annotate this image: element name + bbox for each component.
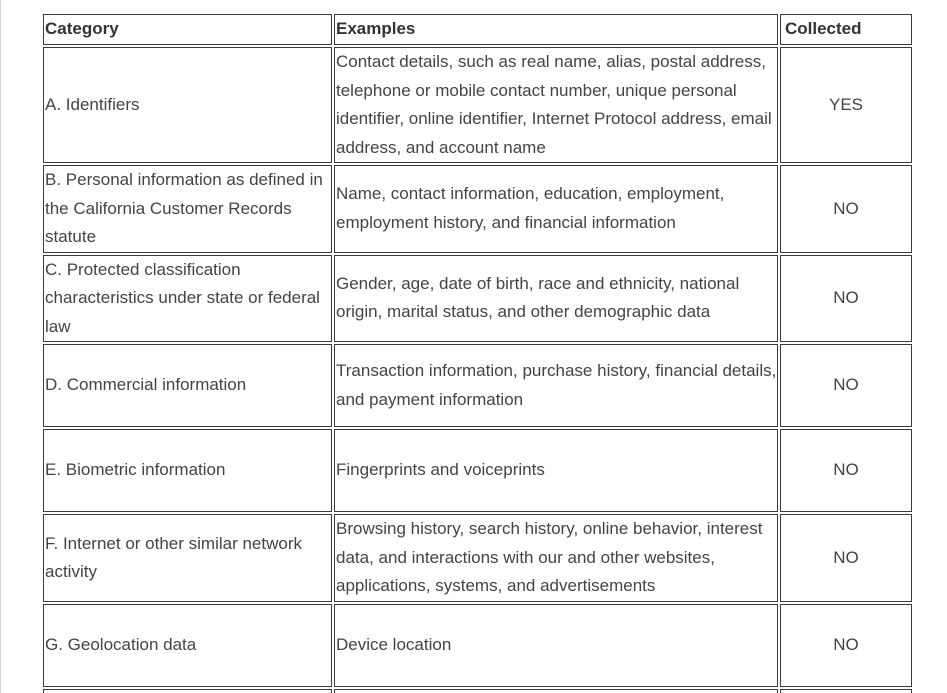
examples-cell: Browsing history, search history, online behavior, interest data, and interactions with our and other websites, applications, systems, and advertisements: [334, 514, 778, 602]
examples-cell: [334, 689, 778, 693]
category-cell: E. Biometric information: [43, 429, 332, 512]
table-row: [43, 255, 912, 343]
collected-cell: NO: [780, 255, 912, 343]
examples-cell: Contact details, such as real name, alias, postal address, telephone or mobile contact number, unique personal identifier, online identifier, Internet Protocol address, email address, and account name: [334, 47, 778, 163]
examples-cell: Gender, age, date of birth, race and ethnicity, national origin, marital status, and other demographic data: [334, 255, 778, 343]
collected-cell: NO: [780, 165, 912, 253]
category-cell: A. Identifiers: [43, 47, 332, 163]
header-examples: Examples: [334, 14, 778, 45]
collected-cell: NO: [780, 344, 912, 427]
table-row: [43, 47, 912, 163]
examples-cell: Transaction information, purchase history, financial details, and payment information: [334, 344, 778, 427]
table-row: [43, 514, 912, 602]
header-category: Category: [43, 14, 332, 45]
category-cell: B. Personal information as defined in the California Customer Records statute: [43, 165, 332, 253]
collected-cell: [780, 689, 912, 693]
table-row: [43, 165, 912, 253]
personal-information-categories-table: [41, 12, 914, 693]
collected-cell: NO: [780, 604, 912, 687]
category-cell: [43, 689, 332, 693]
category-cell: D. Commercial information: [43, 344, 332, 427]
examples-cell: Name, contact information, education, employment, employment history, and financial information: [334, 165, 778, 253]
examples-cell: Fingerprints and voiceprints: [334, 429, 778, 512]
category-cell: F. Internet or other similar network activity: [43, 514, 332, 602]
table-row: [43, 344, 912, 427]
category-cell: G. Geolocation data: [43, 604, 332, 687]
page-left-border: [0, 0, 1, 693]
header-collected: Collected: [780, 14, 912, 45]
examples-cell: Device location: [334, 604, 778, 687]
collected-cell: NO: [780, 429, 912, 512]
collected-cell: YES: [780, 47, 912, 163]
table-row: [43, 429, 912, 512]
collected-cell: NO: [780, 514, 912, 602]
category-cell: C. Protected classification characteristics under state or federal law: [43, 255, 332, 343]
table-row-partial: [43, 689, 912, 693]
table-row: [43, 604, 912, 687]
table-header-row: [43, 14, 912, 45]
